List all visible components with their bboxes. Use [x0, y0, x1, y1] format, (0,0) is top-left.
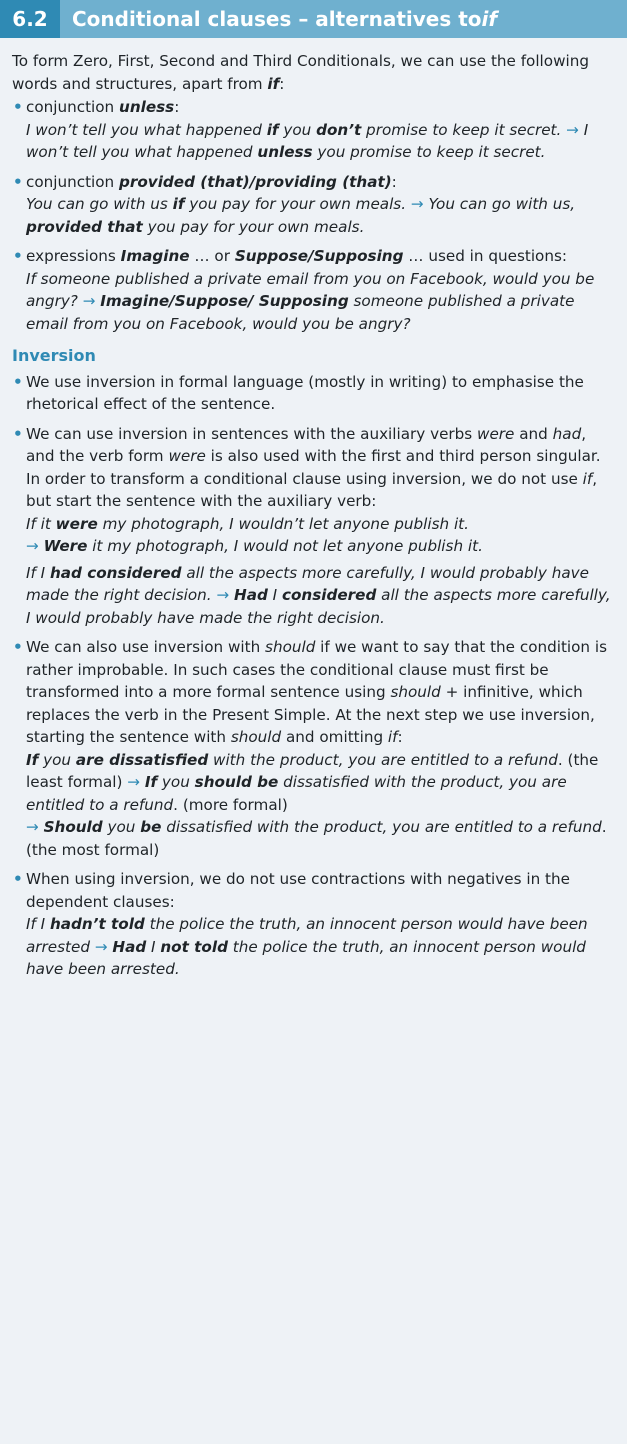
example-text: If someone published a private email from you on Facebook, would you be angry? → Imagine/Suppose/ Supposing someone published a private email from you on Facebook, would you be angry? — [26, 269, 595, 333]
list-item-auxiliary: • We can use inversion in sentences with the auxiliary verbs were and had, and the verb form were is also used with the first and third person singular. In order to transform a conditional clause using inversion, we do not use if, but start the sentence with the auxiliary verb: If it were my photograph, I wouldn’t let anyone publish it. → Were it my photograph, I would not let anyone publish it. If I had considered all the aspects more carefully, I would probably have made the right decision. → Had I considered all the aspects more carefully, I would probably have made the right decision. — [12, 423, 617, 630]
list-item-provided: • conjunction provided (that)/providing (that): You can go with us if you pay for your own meals. → You can go with us, provided that you pay for your own meals. — [12, 171, 617, 239]
arrow-icon: → — [82, 292, 96, 310]
alternatives-list — [12, 96, 617, 335]
list-item-should: • We can also use inversion with should if we want to say that the condition is rather improbable. In such cases the conditional clause must first be transformed into a more formal sentence using should + infinitive, which replaces the verb in the Present Simple. At the next step we use inversion, starting the sentence with should and omitting if: If you are dissatisfied with the product, you are entitled to a refund. (the least formal) → If you should be dissatisfied with the product, you are entitled to a refund. (more formal) → Should you be dissatisfied with the product, you are entitled to a refund. (the most formal) — [12, 636, 617, 861]
grammar-content — [0, 38, 627, 981]
arrow-icon: → — [94, 937, 108, 956]
example-text: If it were my photograph, I wouldn’t let anyone publish it. → Were it my photograph, I would not let anyone publish it. — [26, 514, 483, 555]
arrow-icon: → — [26, 818, 39, 836]
list-item-contractions: • When using inversion, we do not use contractions with negatives in the dependent clauses: If I hadn’t told the police the truth, an innocent person would have been arrested → Had I not told the police the truth, an innocent person would have been arrested. — [12, 868, 617, 981]
example-text: I won’t tell you what happened if you don’t promise to keep it secret. → I won’t tell you what happened unless you promise to keep it secret. — [26, 120, 589, 161]
arrow-icon: → — [410, 195, 424, 213]
example-text: If I had considered all the aspects more carefully, I would probably have made the right decision. → Had I considered all the aspects more carefully, I would probably have made the right decision. — [26, 563, 611, 627]
inversion-list — [12, 371, 617, 981]
arrow-icon: → — [216, 586, 230, 604]
arrow-icon: → — [566, 120, 579, 139]
example-text: If you are dissatisfied with the product, you are entitled to a refund. (the least formal) → If you should be dissatisfied with the product, you are entitled to a refund. (more formal) → Should you be dissatisfied with the product, you are entitled to a refund. (the most formal) — [26, 750, 607, 859]
list-item-unless: • conjunction unless: I won’t tell you what happened if you don’t promise to keep it secret. → I won’t tell you what happened unless you promise to keep it secret. — [12, 96, 617, 164]
example-text: You can go with us if you pay for your own meals. → You can go with us, provided that you pay for your own meals. — [26, 195, 576, 236]
arrow-icon: → — [26, 537, 39, 555]
section-number: 6.2 — [0, 0, 60, 38]
section-header — [0, 0, 627, 38]
list-item-formal: • We use inversion in formal language (mostly in writing) to emphasise the rhetorical effect of the sentence. — [12, 371, 617, 416]
intro-paragraph: To form Zero, First, Second and Third Conditionals, we can use the following words and structures, apart from if: — [12, 52, 589, 93]
inversion-heading: Inversion — [12, 346, 96, 365]
list-item-imagine: • expressions Imagine … or Suppose/Supposing … used in questions: If someone published a private email from you on Facebook, would you be angry? → Imagine/Suppose/ Supposing someone published a private email from you on Facebook, would you be angry? — [12, 245, 617, 335]
arrow-icon: → — [127, 773, 140, 791]
section-title: Conditional clauses – alternatives to if — [72, 7, 498, 31]
example-text: If I hadn’t told the police the truth, an innocent person would have been arrested → Had I not told the police the truth, an innocent person would have been arrested. — [26, 915, 588, 978]
